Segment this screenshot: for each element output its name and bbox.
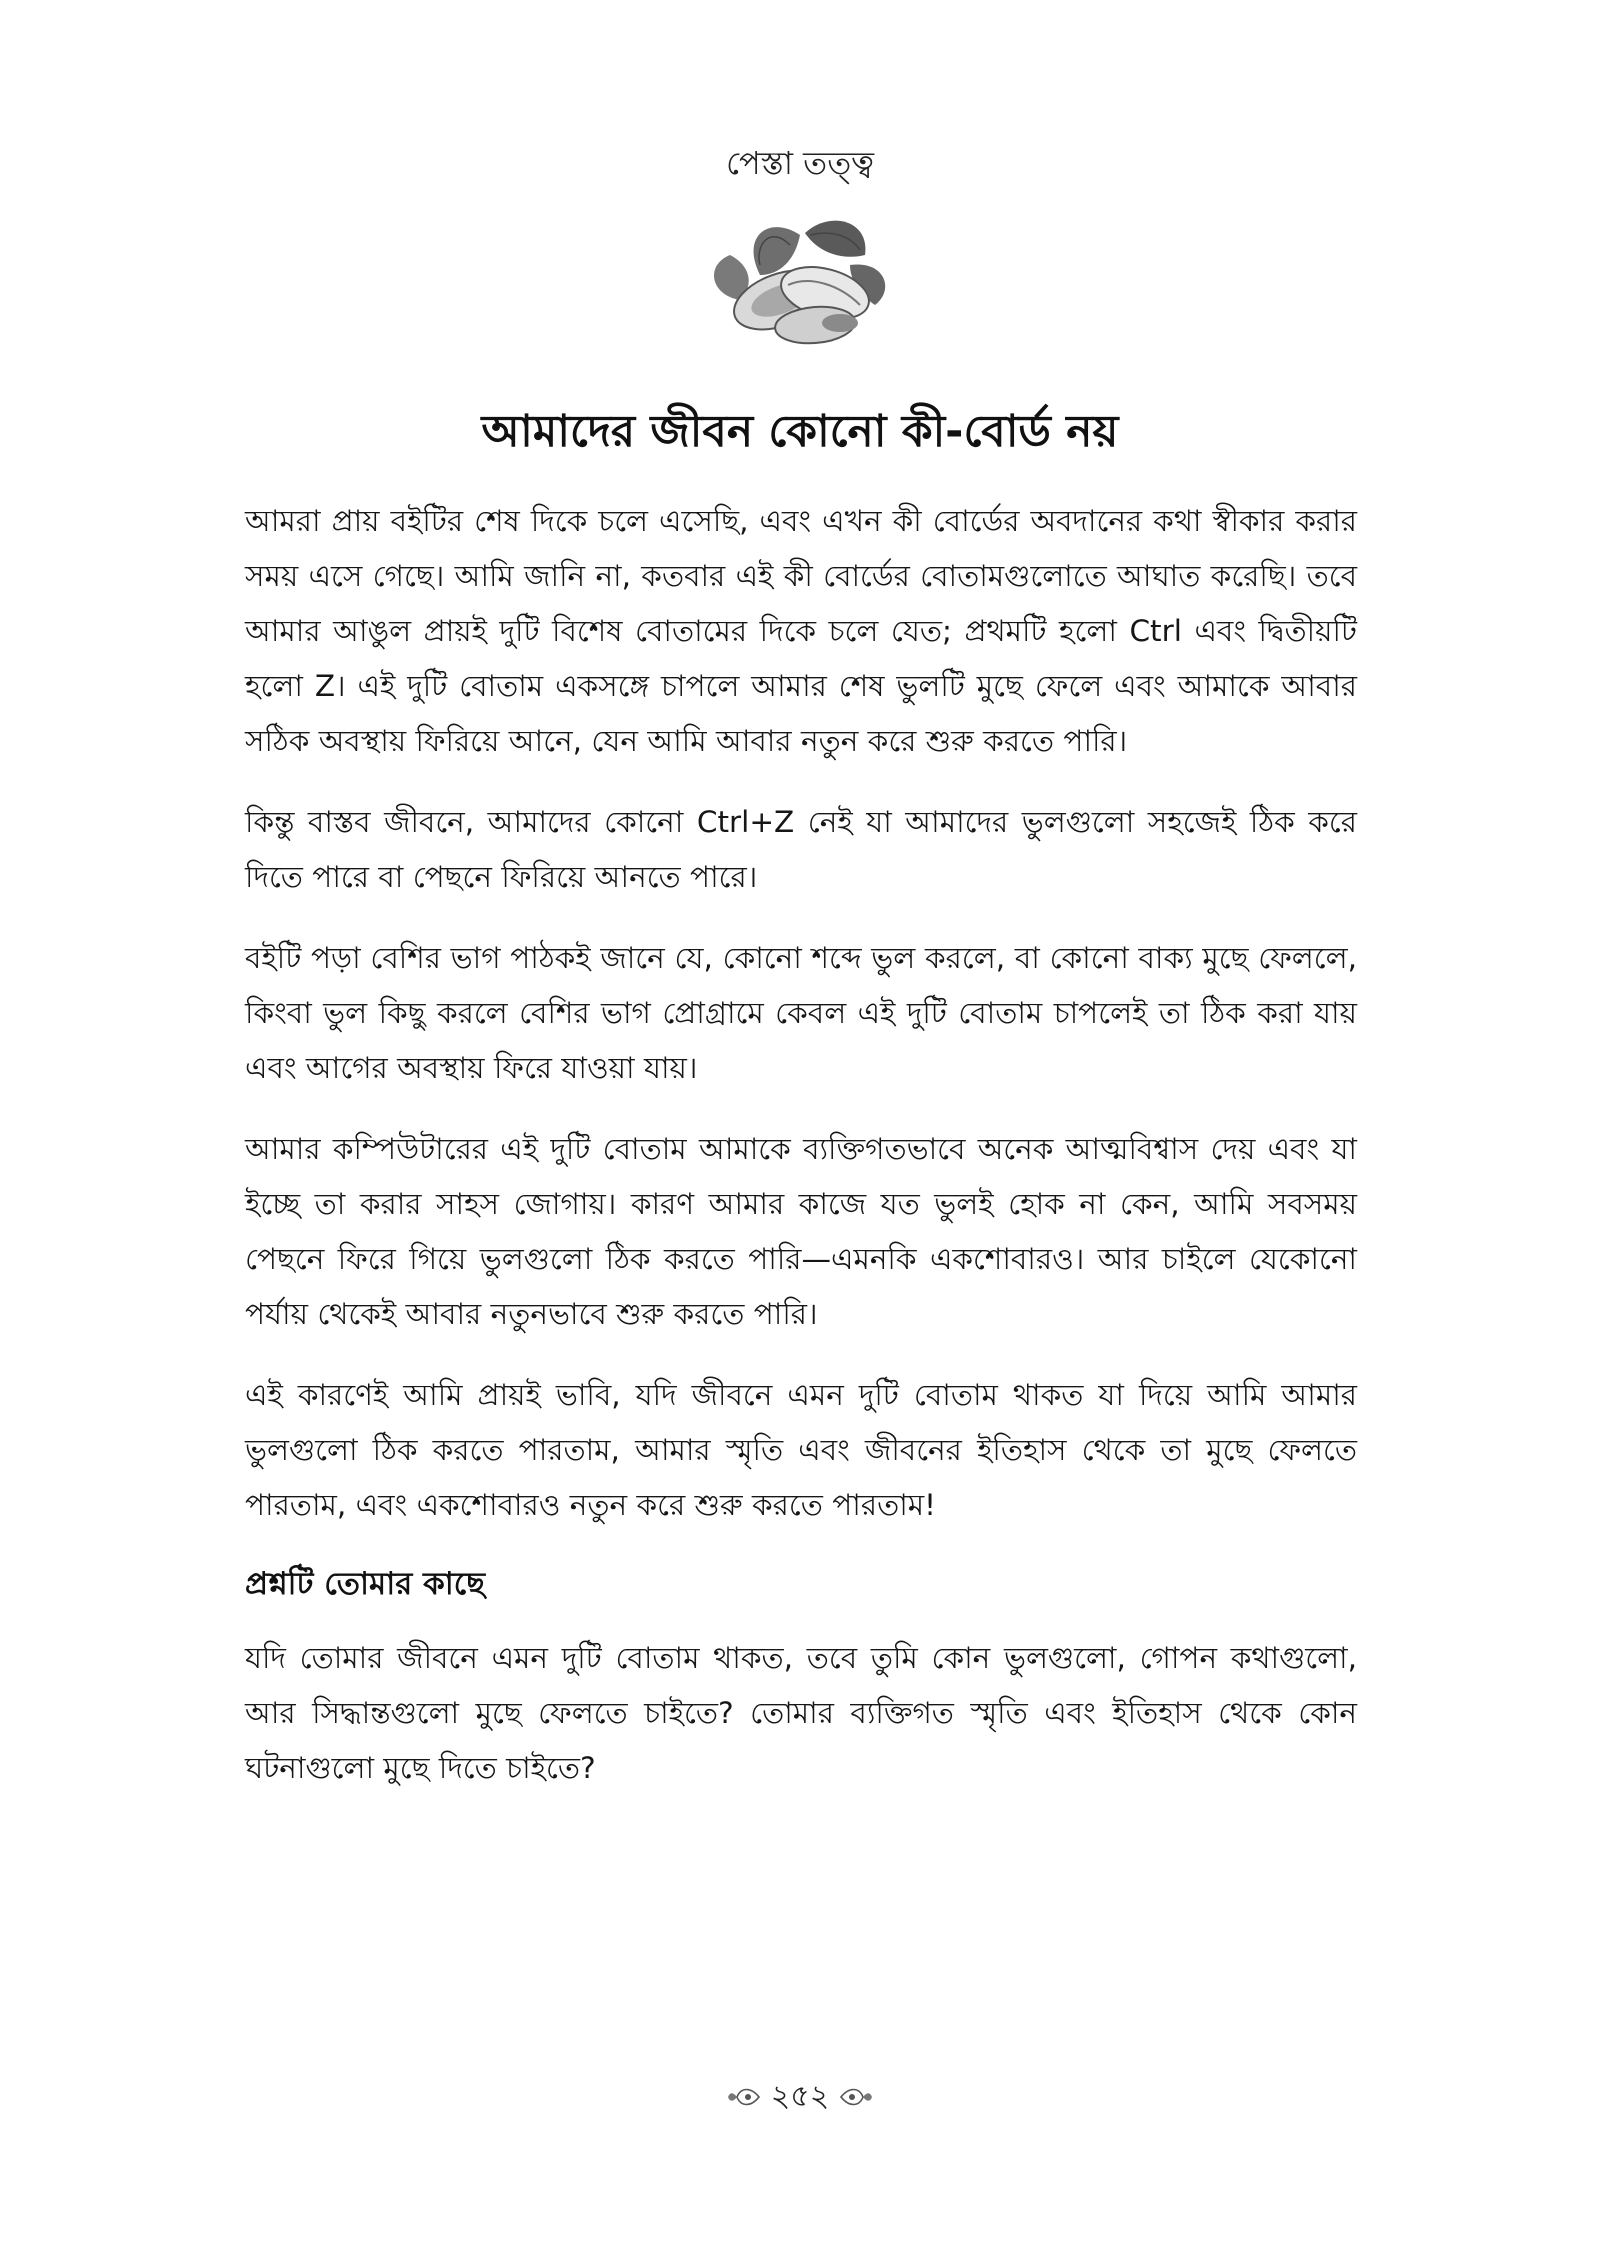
paragraph-4: আমার কম্পিউটারের এই দুটি বোতাম আমাকে ব্যক্তিগতভাবে অনেক আত্মবিশ্বাস দেয় এবং যা ইচ্ছে তা করার সাহস জোগায়। কারণ আমার কাজে যত ভুলই হোক না কেন, আমি সবসময় পেছনে ফিরে গিয়ে ভুলগুলো ঠিক করতে পারি—এমনকি একশোবারও। আর চাইলে যেকোনো পর্যায় থেকেই আবার নতুনভাবে শুরু করতে পারি। [245, 1132, 1357, 1331]
pistachio-icon [700, 205, 900, 360]
right-flourish-icon [839, 2084, 873, 2110]
question-heading: প্রশ্নটি তোমার কাছে [245, 1566, 485, 1602]
question-paragraph: যদি তোমার জীবনে এমন দুটি বোতাম থাকত, তবে তুমি কোন ভুলগুলো, গোপন কথাগুলো, আর সিদ্ধান্তগুলো মুছে ফেলতে চাইতে? তোমার ব্যক্তিগত স্মৃতি এবং ইতিহাস থেকে কোন ঘটনাগুলো মুছে দিতে চাইতে? [245, 1641, 1357, 1785]
paragraph-5: এই কারণেই আমি প্রায়ই ভাবি, যদি জীবনে এমন দুটি বোতাম থাকত যা দিয়ে আমি আমার ভুলগুলো ঠিক করতে পারতাম, আমার স্মৃতি এবং জীবনের ইতিহাস থেকে তা মুছে ফেলতে পারতাম, এবং একশোবারও নতুন করে শুরু করতে পারতাম! [245, 1378, 1357, 1522]
article-body [245, 494, 1357, 1822]
page-number: ২৫২ [770, 2078, 830, 2114]
article-title: আমাদের জীবন কোনো কী-বোর্ড নয় [481, 406, 1119, 457]
paragraph-3: বইটি পড়া বেশির ভাগ পাঠকই জানে যে, কোনো শব্দে ভুল করলে, বা কোনো বাক্য মুছে ফেললে, কিংবা ভুল কিছু করলে বেশির ভাগ প্রোগ্রামে কেবল এই দুটি বোতাম চাপলেই তা ঠিক করা যায় এবং আগের অবস্থায় ফিরে যাওয়া যায়। [245, 941, 1357, 1085]
left-flourish-icon [727, 2084, 761, 2110]
running-header: পেস্তা তত্ত্ব [726, 144, 874, 182]
paragraph-1: আমরা প্রায় বইটির শেষ দিকে চলে এসেছি, এবং এখন কী বোর্ডের অবদানের কথা স্বীকার করার সময় এসে গেছে। আমি জানি না, কতবার এই কী বোর্ডের বোতামগুলোতে আঘাত করেছি। তবে আমার আঙুল প্রায়ই দুটি বিশেষ বোতামের দিকে চলে যেত; প্রথমটি হলো Ctrl এবং দ্বিতীয়টি হলো Z। এই দুটি বোতাম একসঙ্গে চাপলে আমার শেষ ভুলটি মুছে ফেলে এবং আমাকে আবার সঠিক অবস্থায় ফিরিয়ে আনে, যেন আমি আবার নতুন করে শুরু করতে পারি। [245, 504, 1357, 758]
paragraph-2: কিন্তু বাস্তব জীবনে, আমাদের কোনো Ctrl+Z নেই যা আমাদের ভুলগুলো সহজেই ঠিক করে দিতে পারে বা পেছনে ফিরিয়ে আনতে পারে। [245, 805, 1357, 894]
page-number-footer [0, 2077, 1600, 2117]
